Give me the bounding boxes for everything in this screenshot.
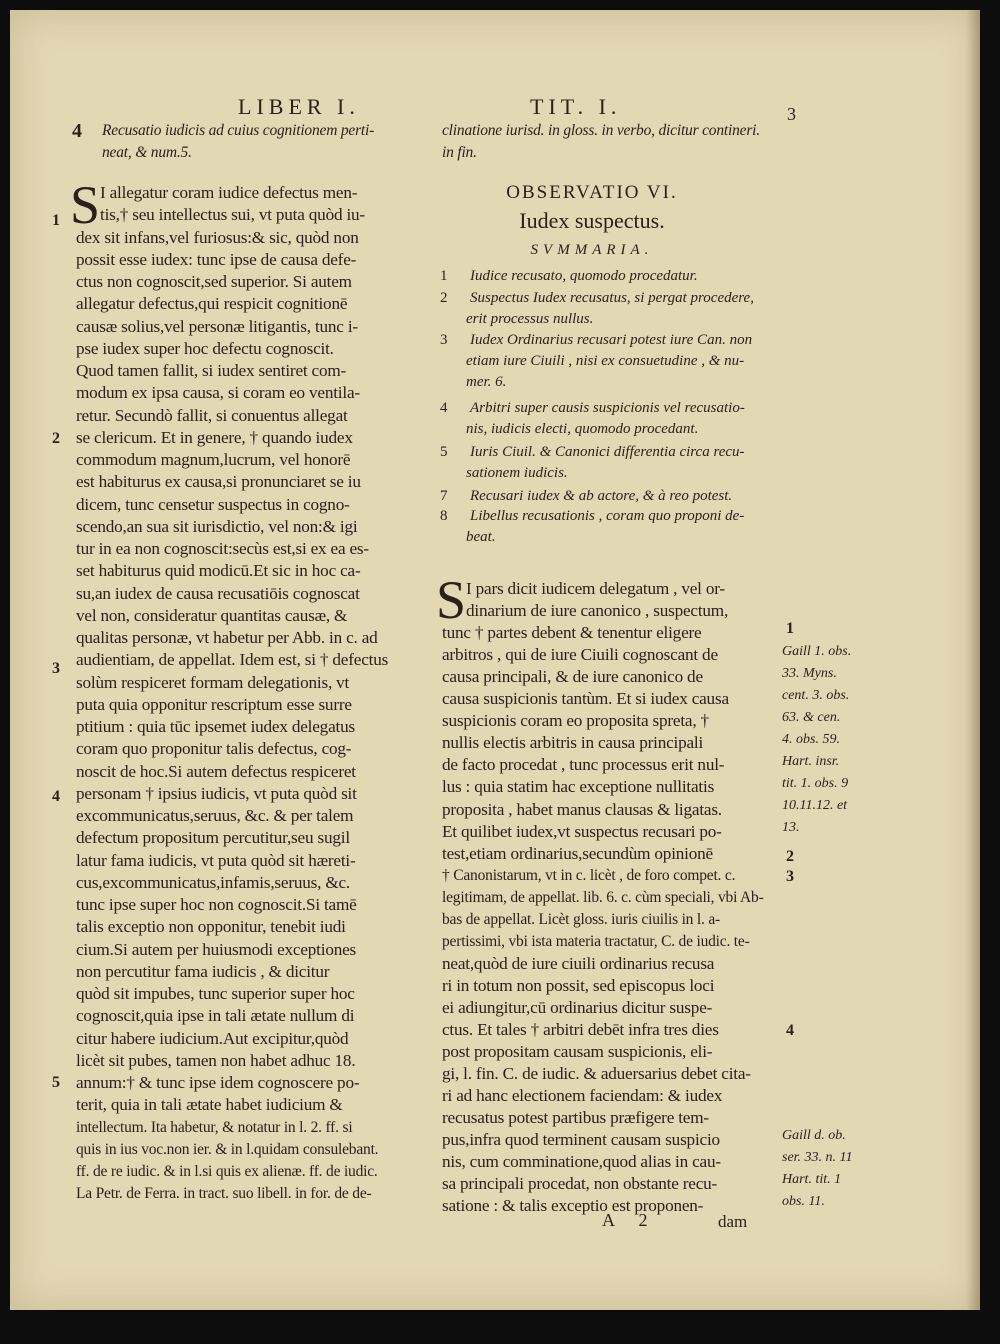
right-body-line: post propositam causam suspicionis, eli- [442, 1042, 713, 1062]
left-body-line: La Petr. de Ferra. in tract. suo libell. in for. de de- [76, 1185, 372, 1203]
right-body-line: neat,quòd de iure ciuili ordinarius recusa [442, 953, 715, 973]
summaria-number: 1 [440, 268, 448, 284]
left-body-line: solùm respiceret formam delegationis, vt [76, 672, 350, 692]
left-margin-number: 1 [52, 212, 60, 229]
right-body-line: I pars dicit iudicem delegatum , vel or- [466, 579, 725, 598]
right-margin-note: Gaill 1. obs. [782, 644, 852, 659]
left-body-line: commodum magnum,lucrum, vel honorē [76, 450, 351, 469]
left-body-line: citur habere iudicium.Aut excipitur,quòd [76, 1028, 349, 1048]
left-body-line: personam † ipsius iudicis, vt puta quòd sit [76, 783, 357, 803]
right-margin-number: 4 [786, 1022, 794, 1039]
left-body-line: ptitium : quia tūc ipsemet iudex delegatus [76, 717, 355, 736]
left-body-text [76, 182, 428, 1222]
left-drop-cap: S [70, 175, 101, 235]
left-body-line: latur fama iudicis, vt puta quòd sit hæreti- [76, 850, 356, 870]
right-body-line: proposita , habet manus clausas & ligatas. [442, 799, 722, 819]
left-body-line: set habiturus quid modicū.Et sic in hoc ca- [76, 561, 361, 581]
right-margin-note: ser. 33. n. 11 [782, 1150, 853, 1165]
right-body-line: satione : & talis exceptio est proponen- [442, 1196, 704, 1216]
right-margin-note: Hart. tit. 1 [782, 1172, 842, 1187]
summaria-line: Arbitri super causis suspicionis vel recusatio- [470, 400, 745, 416]
right-body-line: test,etiam ordinarius,secundùm opinionē [442, 843, 713, 863]
summaria-line: erit processus nullus. [466, 311, 594, 327]
summaria-line: beat. [466, 529, 496, 545]
right-intro [442, 120, 802, 164]
right-margin-number: 1 [786, 620, 794, 637]
left-body-line: excommunicatus,seruus, &c. & per talem [76, 806, 354, 825]
summaria-line: nis, iudicis electi, quomodo procedant. [466, 421, 699, 437]
left-body-line: terit, quia in tali ætate habet iudicium & [76, 1095, 343, 1115]
left-body-line: tis,† seu intellectus sui, vt puta quòd iu- [100, 205, 365, 225]
right-body-line: ctus. Et tales † arbitri debēt infra tres dies [442, 1020, 719, 1039]
right-body-line: legitimam, de appellat. lib. 6. c. cùm speciali, vbi Ab- [442, 888, 764, 906]
right-margin-note: Gaill d. ob. [782, 1128, 846, 1143]
left-body-line: se clericum. Et in genere, † quando iudex [76, 427, 353, 447]
right-margin-number: 2 [786, 848, 794, 865]
right-body-line: dinarium de iure canonico , suspectum, [466, 601, 729, 621]
right-body-line: Et quilibet iudex,vt suspectus recusari po- [442, 821, 722, 841]
book-page [10, 10, 980, 1310]
left-body-line: causæ solius,vel personæ litigantis, tunc i- [76, 316, 358, 336]
summaria-number: 5 [440, 444, 448, 460]
right-body-line: ri ad hanc electionem faciendam: & iudex [442, 1086, 723, 1106]
left-body-line: Quod tamen fallit, si iudex sentiret com- [76, 361, 347, 380]
left-body-line: dex sit infans,vel furiosus:& sic, quòd non [76, 227, 359, 247]
right-margin-note: 4. obs. 59. [782, 732, 840, 747]
left-summary-number: 4 [72, 120, 82, 142]
right-body-line: de facto procedat , tunc processus erit nul- [442, 755, 725, 775]
left-body-line: defectum propositum percutitur,seu sugil [76, 828, 350, 848]
running-header-left: LIBER I. [238, 94, 360, 119]
summaria-line: Iudex Ordinarius recusari potest iure Can. non [470, 332, 753, 348]
right-body-line: ri in totum non possit, sed episcopus loci [442, 975, 715, 995]
left-body-line: annum:† & tunc ipse idem cognoscere po- [76, 1073, 360, 1092]
right-body-line: tunc † partes debent & tenentur eligere [442, 623, 702, 643]
observatio-subtitle: Iudex suspectus. [519, 208, 665, 233]
left-body-line: est habiturus ex causa,si pronunciaret se iu [76, 472, 361, 492]
left-body-line: noscit de hoc.Si autem defectus respiceret [76, 761, 356, 781]
summaria-heading: SVMMARIA. [530, 242, 654, 258]
summaria-line: Iuris Ciuil. & Canonici differentia circa recu- [470, 444, 745, 460]
left-body-line: dicem, tunc censetur suspectus in cogno- [76, 494, 350, 514]
left-body-line: quòd sit impubes, tunc superior super hoc [76, 984, 355, 1003]
right-margin-note: cent. 3. obs. [782, 688, 850, 703]
left-body-line: audientiam, de appellat. Idem est, si † defectus [76, 650, 389, 670]
right-margin-note: 10.11.12. et [782, 798, 848, 813]
summaria-number: 2 [440, 290, 448, 306]
left-body-line: talis exceptio non opponitur, tenebit iudi [76, 917, 346, 937]
left-body-line: licèt sit pubes, tamen non habet adhuc 18. [76, 1050, 356, 1070]
right-body-line: pertissimi, vbi ista materia tractatur, C. de iudic. te- [442, 932, 750, 950]
left-body-line: scendo,an sua sit iurisdictio, vel non:& igi [76, 516, 358, 536]
left-body-line: qualitas personæ, vt habetur per Abb. in c. ad [76, 628, 378, 647]
right-body-line: bas de appellat. Licèt gloss. iuris ciuilis in l. a- [442, 910, 721, 928]
left-body-line: allegatur defectus,qui respicit cognitionē [76, 294, 348, 314]
observatio-title: OBSERVATIO VI. [506, 182, 678, 203]
summaria-number: 3 [440, 332, 448, 348]
left-body-line: cus,excommunicatus,infamis,seruus, &c. [76, 872, 351, 892]
right-body-line: recusatus potest partibus præfigere tem- [442, 1108, 709, 1128]
left-body-line: cium.Si autem per huiusmodi exceptiones [76, 939, 357, 959]
left-body-line: tur in ea non cognoscit:secùs est,si ex ea es- [76, 539, 369, 558]
left-body-line: ctus non cognoscit,sed superior. Si autem [76, 272, 352, 291]
right-body-line: suspicionis coram eo proposita spreta, † [442, 711, 709, 731]
right-margin-number: 3 [786, 868, 794, 885]
right-body-line: nis, cum comminatione,quod alias in cau- [442, 1152, 721, 1172]
summaria-line: Iudice recusato, quomodo procedatur. [470, 268, 698, 284]
left-summary-line: neat, & num.5. [102, 144, 192, 161]
left-body-line: puta quia opponitur rescriptum esse surre [76, 694, 352, 714]
summaria-number: 8 [440, 508, 448, 524]
left-margin-number: 2 [52, 430, 60, 447]
running-header-center: TIT. I. [530, 94, 622, 119]
right-margin-note: tit. 1. obs. 9 [782, 776, 849, 791]
left-body-line: ff. de re iudic. & in l.si quis ex alienæ. ff. de iudic. [76, 1163, 378, 1180]
right-body-line: lus : quia statim hac exceptione nullitatis [442, 777, 715, 797]
left-body-line: pse iudex super hoc defectu cognoscit. [76, 338, 334, 358]
right-margin-note: obs. 11. [782, 1194, 825, 1209]
left-body-line: su,an iudex de causa recusatiōis cognoscat [76, 583, 360, 603]
left-body-line: non percutitur fama iudicis , & dicitur [76, 961, 330, 981]
summaria-line: Suspectus Iudex recusatus, si pergat procedere, [470, 290, 754, 306]
summaria-line: sationem iudicis. [466, 465, 568, 481]
left-body-line: tunc ipse super hoc non cognoscit.Si tamē [76, 895, 357, 914]
right-body-line: sa principali procedat, non obstante recu- [442, 1174, 718, 1194]
summaria-number: 7 [440, 488, 448, 504]
right-margin-note: 33. Myns. [782, 666, 837, 681]
right-margin-note: 13. [782, 820, 800, 835]
left-body-line: possit esse iudex: tunc ipse de causa defe- [76, 249, 357, 269]
right-body-line: † Canonistarum, vt in c. licèt , de foro compet. c. [442, 866, 736, 884]
page-number: 3 [787, 104, 796, 124]
right-body-line: causa suspicionis tantùm. Et si iudex causa [442, 689, 729, 709]
right-body-line: causa principali, & de iure canonico de [442, 667, 703, 687]
left-margin-number: 4 [52, 788, 60, 805]
left-summary [102, 120, 432, 164]
right-intro-line: in fin. [442, 144, 477, 161]
summaria-line: Recusari iudex & ab actore, & à reo potest. [470, 488, 733, 504]
right-body-line: ei adiungitur,cū ordinarius dicitur suspe- [442, 997, 713, 1017]
left-body-line: modum ex ipsa causa, si coram eo ventila- [76, 383, 360, 403]
right-drop-cap: S [436, 570, 467, 630]
left-body-line: quis in ius voc.non ier. & in l.quidam consulebant. [76, 1140, 379, 1158]
right-body-line: pus,infra quod terminent causam suspicio [442, 1130, 720, 1150]
left-summary-line: Recusatio iudicis ad cuius cognitionem perti- [102, 122, 375, 139]
left-body-line: intellectum. Ita habetur, & notatur in l. 2. ff. si [76, 1118, 353, 1136]
catchword: dam [718, 1212, 748, 1231]
summaria-line: Libellus recusationis , coram quo proponi de- [470, 508, 745, 524]
right-body-line: arbitros , qui de iure Ciuili cognoscant de [442, 645, 718, 665]
right-intro-line: clinatione iurisd. in gloss. in verbo, dicitur contineri. [442, 122, 760, 139]
left-margin-number: 3 [52, 660, 60, 677]
summaria-line: mer. 6. [466, 374, 507, 390]
right-body-line: gi, l. fin. C. de iudic. & aduersarius debet cita- [442, 1064, 751, 1084]
left-body-line: coram quo proponitur talis defectus, cog- [76, 739, 352, 759]
right-margin-note: Hart. insr. [782, 754, 840, 769]
signature-mark: A 2 [602, 1210, 658, 1230]
right-body-line: nullis electis arbitris in causa principali [442, 733, 704, 753]
left-body-line: vel non, consideratur quantitas causæ, & [76, 605, 348, 625]
right-margin-note: 63. & cen. [782, 710, 841, 725]
summaria-number: 4 [440, 400, 448, 416]
right-body-text [442, 578, 778, 1218]
left-body-line: I allegatur coram iudice defectus men- [100, 183, 358, 202]
summaria-line: etiam iure Ciuili , nisi ex consuetudine , & nu- [466, 353, 745, 369]
left-margin-number: 5 [52, 1074, 60, 1091]
left-body-line: retur. Secundò fallit, si conuentus allegat [76, 405, 348, 425]
left-body-line: cognoscit,quia ipse in tali ætate nullum di [76, 1006, 355, 1026]
